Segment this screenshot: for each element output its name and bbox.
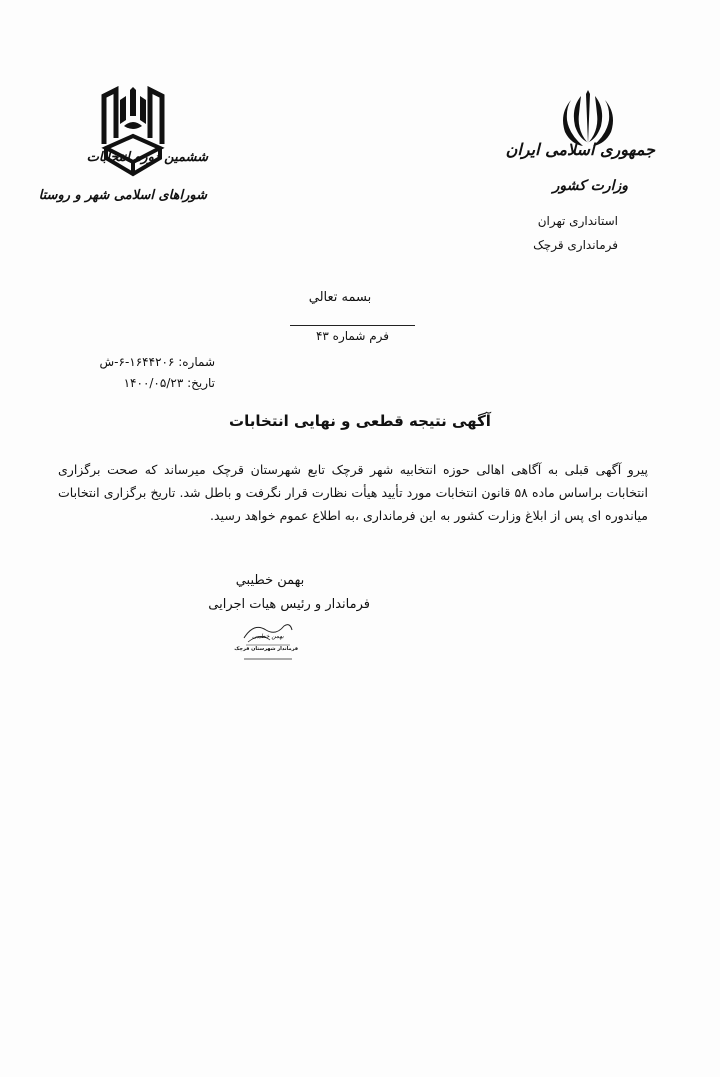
republic-title: جمهوری اسلامی ایران	[505, 140, 655, 159]
form-number: فرم شماره ۴۳	[315, 329, 390, 343]
signer-title: فرماندار و رئیس هیات اجرایی	[208, 597, 370, 612]
governorate-label: استانداری تهران	[537, 214, 618, 228]
document-date: تاریخ: ۱۴۰۰/۰۵/۲۳	[123, 376, 215, 390]
announcement-headline: آگهی نتیجه قطعی و نهایی انتخابات	[229, 412, 491, 430]
announcement-body: پیرو آگهی قبلی به آگاهی اهالی حوزه انتخابیه شهر قرچک تابع شهرستان قرچک میرساند که صحت برگزاری انتخابات براساس ماده ۵۸ قانون انتخابات مورد تأیید هیأت نظارت قرار نگرفت و باطل شد. تاریخ برگزاری انتخابات میاندوره ای پس از ابلاغ وزارت کشور به این فرمانداری ،به اطلاع عموم خواهد رسید.	[58, 462, 648, 523]
signer-name: بهمن خطیبي	[235, 573, 305, 588]
divider	[290, 325, 415, 326]
ministry-title: وزارت کشور	[552, 178, 628, 194]
bismillah: بسمه تعالي	[308, 290, 372, 305]
stamp-office: فرماندار شهرستان قرچک	[234, 646, 298, 652]
municipality-label: فرمانداری قرچک	[533, 238, 618, 252]
elections-title: ششمین دوره انتخابات	[86, 150, 208, 165]
stamp-name: بهمن خطیبی	[252, 633, 284, 640]
signature-stamp-icon	[234, 618, 298, 664]
document-number: شماره: ۱۶۴۴۲۰۶-۶-ش	[99, 355, 215, 369]
iran-emblem-icon	[557, 86, 619, 148]
councils-title: شوراهای اسلامی شهر و روستا	[38, 188, 207, 203]
